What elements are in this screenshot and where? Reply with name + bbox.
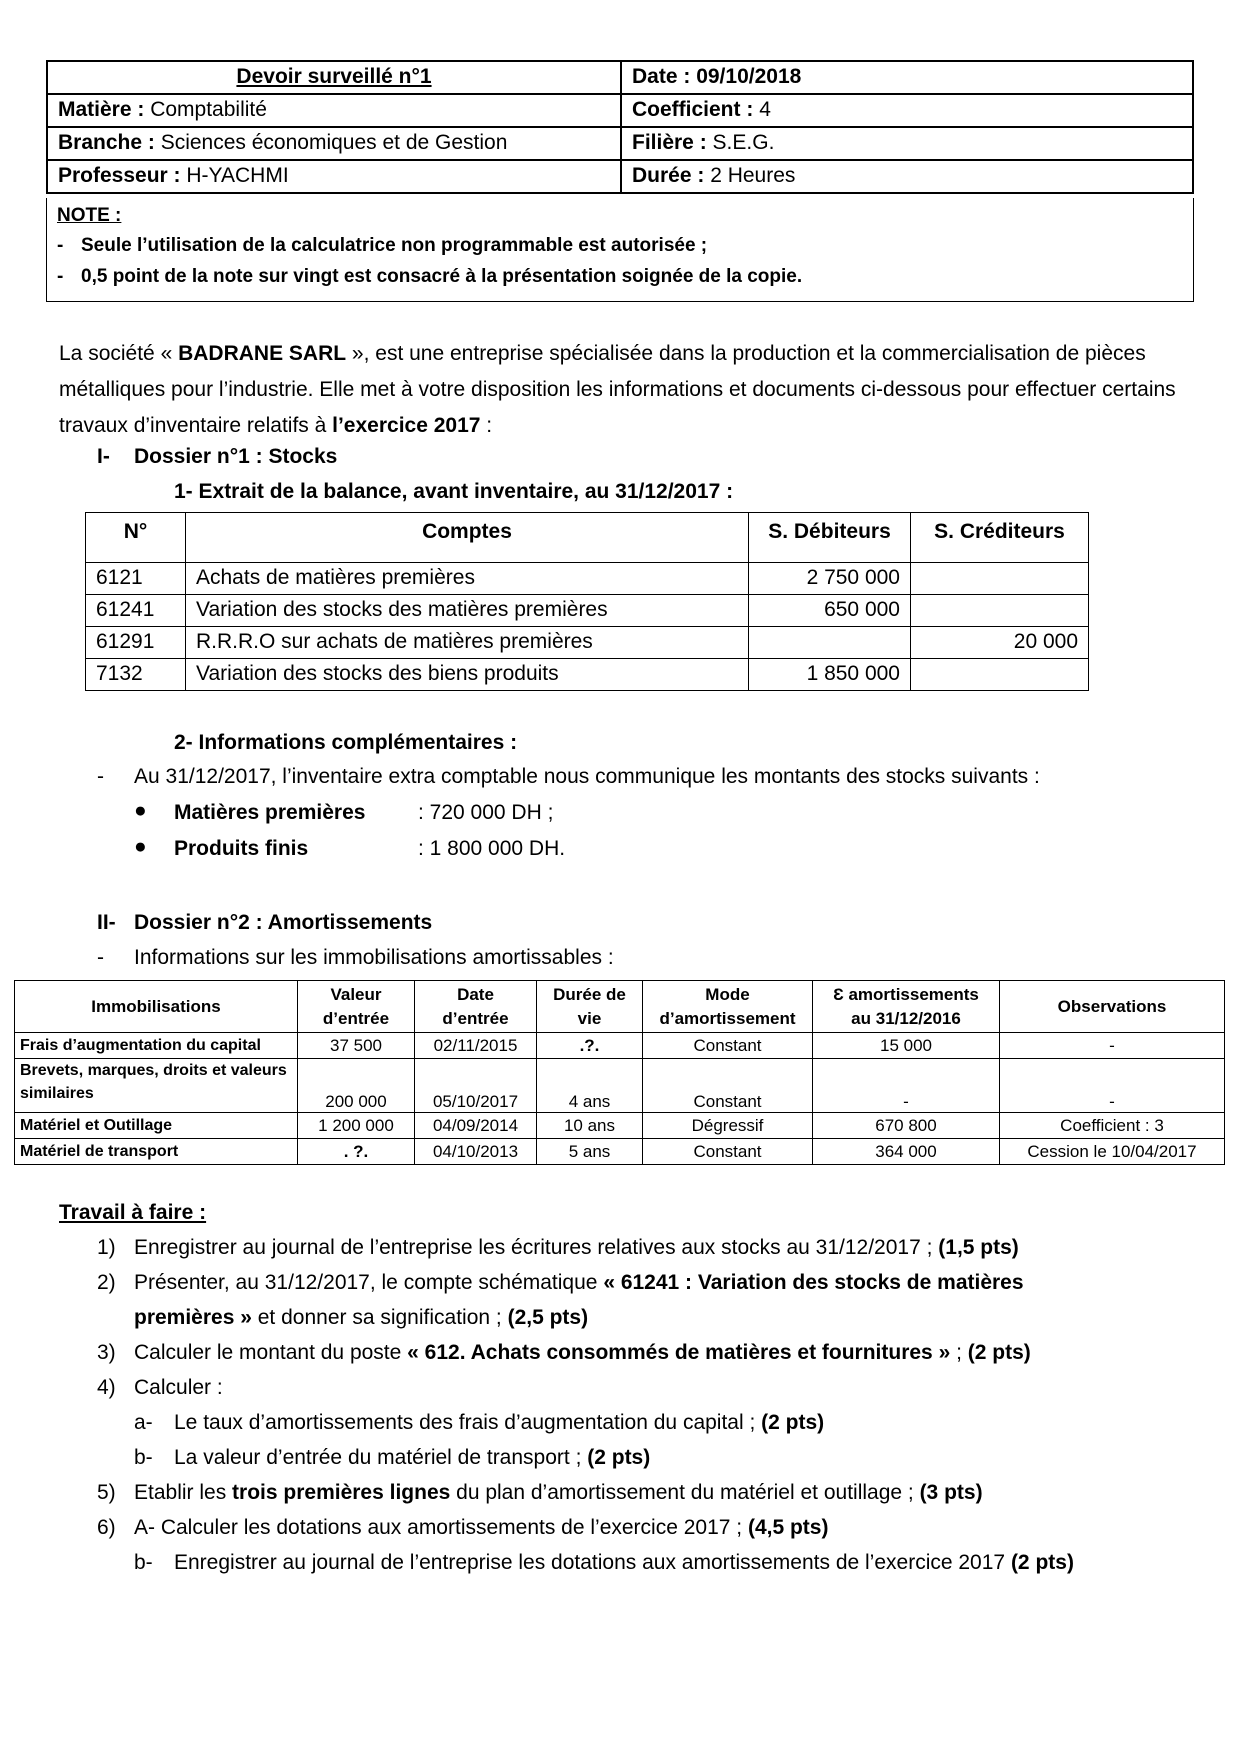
- account-number: 61241: [86, 595, 186, 627]
- account-name: R.R.R.O sur achats de matières premières: [186, 627, 749, 659]
- track-value: S.E.G.: [712, 131, 775, 155]
- task-number: 6): [97, 1516, 116, 1539]
- header-line: Durée de: [553, 984, 626, 1004]
- info-dash: -: [97, 946, 104, 969]
- debit-balance: 650 000: [749, 595, 911, 627]
- assets-header-row: [15, 981, 1225, 1033]
- balance-table: [85, 512, 1089, 691]
- assets-header: [537, 981, 643, 1033]
- coefficient-label: Coefficient :: [632, 98, 754, 122]
- debit-balance: [749, 627, 911, 659]
- task-item-continued: [134, 1305, 588, 1331]
- header-line: Mode: [705, 984, 750, 1004]
- balance-header: N°: [86, 513, 186, 563]
- table-row: [86, 595, 1089, 627]
- task-text: Le taux d’amortissements des frais d’augmentation du capital ;: [174, 1411, 762, 1434]
- balance-header: S. Débiteurs: [749, 513, 911, 563]
- track-label: Filière :: [632, 131, 707, 155]
- teacher-label: Professeur :: [58, 164, 181, 188]
- intro-text: :: [480, 414, 493, 437]
- balance-header: Comptes: [186, 513, 749, 563]
- balance-header: S. Créditeurs: [911, 513, 1089, 563]
- task-text: Etablir les: [134, 1481, 233, 1504]
- account-name: Variation des stocks des biens produits: [186, 659, 749, 691]
- subtask-letter: b-: [134, 1551, 153, 1574]
- debit-balance: 2 750 000: [749, 563, 911, 595]
- table-row: [15, 1033, 1225, 1059]
- asset-life: 4 ans: [537, 1059, 643, 1113]
- tasks-title: Travail à faire :: [59, 1201, 207, 1224]
- credit-balance: [911, 595, 1089, 627]
- subtask-item: [174, 1445, 650, 1471]
- asset-accum-depr: 15 000: [813, 1033, 1000, 1059]
- asset-name: Brevets, marques, droits et valeurs similaires: [15, 1059, 298, 1113]
- section-2-title: Dossier n°2 : Amortissements: [134, 911, 433, 934]
- teacher-value: H-YACHMI: [186, 164, 289, 188]
- task-text: A- Calculer les dotations aux amortissements de l’exercice 2017 ;: [134, 1516, 748, 1539]
- task-points: (2 pts): [587, 1446, 651, 1469]
- task-number: 4): [97, 1376, 116, 1399]
- table-row: [86, 563, 1089, 595]
- subtask-item: [174, 1410, 824, 1436]
- note-line-text: Seule l’utilisation de la calculatrice non programmable est autorisée ;: [81, 234, 708, 256]
- assets-header: [415, 981, 537, 1033]
- coefficient: [621, 94, 1193, 127]
- duration-label: Durée :: [632, 164, 705, 188]
- asset-life: 5 ans: [537, 1139, 643, 1165]
- company-name: BADRANE SARL: [178, 342, 347, 365]
- asset-method: Dégressif: [643, 1113, 813, 1139]
- table-row: [86, 627, 1089, 659]
- task-item: [134, 1270, 1024, 1296]
- task-item: Calculer :: [134, 1376, 223, 1399]
- asset-accum-depr: -: [813, 1059, 1000, 1113]
- task-number: 2): [97, 1271, 116, 1294]
- asset-name: Matériel et Outillage: [15, 1113, 298, 1139]
- branch: [47, 127, 621, 160]
- assets-header: [298, 981, 415, 1033]
- task-points: (2 pts): [1010, 1551, 1074, 1574]
- task-text: Présenter, au 31/12/2017, le compte schématique: [134, 1271, 604, 1294]
- table-row: [15, 1139, 1225, 1165]
- section-2-number: II-: [97, 911, 116, 934]
- teacher: [47, 160, 621, 193]
- task-number: 3): [97, 1341, 116, 1364]
- exam-title: Devoir surveillé n°1: [47, 61, 621, 94]
- subject-label: Matière :: [58, 98, 145, 122]
- task-points: (2 pts): [967, 1341, 1031, 1364]
- header-line: vie: [577, 1008, 602, 1028]
- bullet-icon: ●: [134, 799, 147, 822]
- section-1-sub1: 1- Extrait de la balance, avant inventaire, au 31/12/2017 :: [174, 480, 734, 503]
- stock-label: Matières premières: [174, 801, 366, 824]
- balance-header-row: [86, 513, 1089, 563]
- task-text-bold: « 61241 : Variation des stocks de matières: [603, 1271, 1024, 1294]
- task-text: Calculer le montant du poste: [134, 1341, 408, 1364]
- table-row: [15, 1059, 1225, 1113]
- asset-value: . ?.: [298, 1139, 415, 1165]
- asset-date: 02/11/2015: [415, 1033, 537, 1059]
- header-table: [46, 60, 1194, 194]
- account-number: 7132: [86, 659, 186, 691]
- note-line: - Seule l’utilisation de la calculatrice non programmable est autorisée ;: [57, 234, 708, 256]
- asset-value: 200 000: [298, 1059, 415, 1113]
- subtask-item: [174, 1550, 1074, 1576]
- asset-observation: Coefficient : 3: [1000, 1113, 1225, 1139]
- task-text-bold: « 612. Achats consommés de matières et fournitures »: [407, 1341, 951, 1364]
- task-item: [134, 1340, 1031, 1366]
- stock-label: Produits finis: [174, 837, 309, 860]
- task-text: ;: [950, 1341, 968, 1364]
- asset-observation: -: [1000, 1033, 1225, 1059]
- task-number: 1): [97, 1236, 116, 1259]
- subtask-letter: a-: [134, 1411, 153, 1434]
- info-line: Au 31/12/2017, l’inventaire extra comptable nous communique les montants des stocks suivants :: [134, 765, 1040, 788]
- asset-value: 1 200 000: [298, 1113, 415, 1139]
- note-line: - 0,5 point de la note sur vingt est consacré à la présentation soignée de la copie.: [57, 265, 803, 287]
- section-1-sub2: 2- Informations complémentaires :: [174, 731, 518, 754]
- asset-observation: Cession le 10/04/2017: [1000, 1139, 1225, 1165]
- assets-header: Immobilisations: [15, 981, 298, 1033]
- account-name: Variation des stocks des matières premières: [186, 595, 749, 627]
- header-line: Date: [457, 984, 494, 1004]
- credit-balance: [911, 659, 1089, 691]
- asset-accum-depr: 670 800: [813, 1113, 1000, 1139]
- header-line: Ɛ amortissements: [833, 984, 979, 1004]
- task-text: La valeur d’entrée du matériel de transport ;: [174, 1446, 588, 1469]
- header-line: au 31/12/2016: [851, 1008, 961, 1028]
- exam-date: [621, 61, 1193, 94]
- task-points: (3 pts): [919, 1481, 983, 1504]
- track: [621, 127, 1193, 160]
- task-text: du plan d’amortissement du matériel et outillage ;: [450, 1481, 920, 1504]
- task-text-bold: premières »: [134, 1306, 252, 1329]
- task-item: [134, 1515, 828, 1541]
- task-item: [134, 1480, 983, 1506]
- asset-method: Constant: [643, 1033, 813, 1059]
- assets-header: [813, 981, 1000, 1033]
- table-row: [15, 1113, 1225, 1139]
- stock-value: : 1 800 000 DH.: [418, 837, 566, 860]
- asset-date: 05/10/2017: [415, 1059, 537, 1113]
- task-points: (2,5 pts): [507, 1306, 589, 1329]
- credit-balance: [911, 563, 1089, 595]
- task-text-bold: trois premières lignes: [232, 1481, 451, 1504]
- subject: [47, 94, 621, 127]
- asset-life: .?.: [537, 1033, 643, 1059]
- bullet-icon: ●: [134, 835, 147, 858]
- subject-value: Comptabilité: [150, 98, 267, 122]
- section-1-number: I-: [97, 445, 110, 468]
- assets-header: [643, 981, 813, 1033]
- asset-accum-depr: 364 000: [813, 1139, 1000, 1165]
- date-label: Date :: [632, 65, 691, 89]
- task-points: (2 pts): [761, 1411, 825, 1434]
- asset-name: Frais d’augmentation du capital: [15, 1033, 298, 1059]
- asset-observation: -: [1000, 1059, 1225, 1113]
- duration: [621, 160, 1193, 193]
- date-value: 09/10/2018: [696, 65, 802, 89]
- account-name: Achats de matières premières: [186, 563, 749, 595]
- debit-balance: 1 850 000: [749, 659, 911, 691]
- asset-date: 04/10/2013: [415, 1139, 537, 1165]
- header-line: d’entrée: [322, 1008, 390, 1028]
- asset-date: 04/09/2014: [415, 1113, 537, 1139]
- table-row: [86, 659, 1089, 691]
- task-text: et donner sa signification ;: [251, 1306, 508, 1329]
- branch-value: Sciences économiques et de Gestion: [160, 131, 508, 155]
- task-points: (1,5 pts): [938, 1236, 1019, 1259]
- note-line-text: 0,5 point de la note sur vingt est consacré à la présentation soignée de la copie.: [81, 265, 803, 287]
- credit-balance: 20 000: [911, 627, 1089, 659]
- intro-text: La société «: [59, 342, 179, 365]
- task-points: (4,5 pts): [747, 1516, 829, 1539]
- duration-value: 2 Heures: [710, 164, 796, 188]
- asset-method: Constant: [643, 1139, 813, 1165]
- account-number: 61291: [86, 627, 186, 659]
- intro-paragraph: [59, 336, 1199, 444]
- branch-label: Branche :: [58, 131, 155, 155]
- asset-life: 10 ans: [537, 1113, 643, 1139]
- subtask-letter: b-: [134, 1446, 153, 1469]
- info-line: Informations sur les immobilisations amortissables :: [134, 946, 614, 969]
- task-number: 5): [97, 1481, 116, 1504]
- task-text: Enregistrer au journal de l’entreprise les dotations aux amortissements de l’exercice 2017: [174, 1551, 1011, 1574]
- exercise-year: l’exercice 2017: [332, 414, 481, 437]
- coefficient-value: 4: [759, 98, 771, 122]
- account-number: 6121: [86, 563, 186, 595]
- header-line: d’entrée: [442, 1008, 509, 1028]
- assets-header: Observations: [1000, 981, 1225, 1033]
- intro-text: », est une entreprise spécialisée dans la production et la commercialisation de pièces métalliques pour l’industrie. Elle met à votre disposition les informations et documents ci-dessous pour effectuer certains travaux d’inventaire relatifs à: [59, 342, 1176, 437]
- task-text: Enregistrer au journal de l’entreprise les écritures relatives aux stocks au 31/12/2017 ;: [134, 1236, 939, 1259]
- section-1-title: Dossier n°1 : Stocks: [134, 445, 338, 468]
- info-dash: -: [97, 765, 104, 788]
- header-line: d’amortissement: [659, 1008, 796, 1028]
- note-box: [46, 198, 1194, 302]
- stock-value: : 720 000 DH ;: [418, 801, 554, 824]
- assets-table: [14, 980, 1225, 1165]
- asset-value: 37 500: [298, 1033, 415, 1059]
- note-title: NOTE :: [57, 205, 122, 226]
- asset-name: Matériel de transport: [15, 1139, 298, 1165]
- asset-method: Constant: [643, 1059, 813, 1113]
- task-item: [134, 1235, 1019, 1261]
- header-line: Valeur: [330, 984, 382, 1004]
